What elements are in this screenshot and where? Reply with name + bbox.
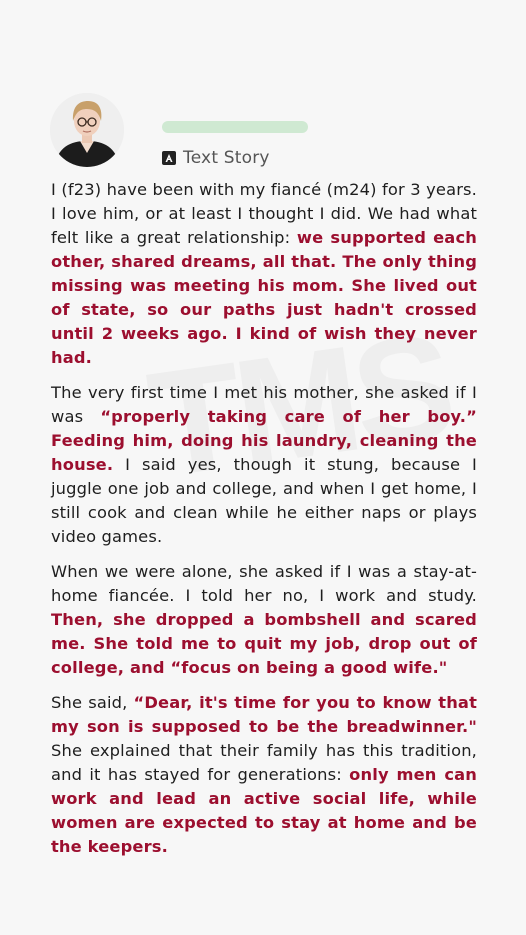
story-paragraph <box>51 178 477 370</box>
text-story-icon <box>162 151 176 165</box>
highlighted-text: “Dear, it's time for you to know that my son is supposed to be the breadwinner." <box>51 693 478 736</box>
body-text: She explained that their family has this tradition, and it has stayed for generations: <box>51 741 477 784</box>
story-paragraph <box>51 691 477 859</box>
body-text: When we were alone, she asked if I was a stay-at-home fiancée. I told her no, I work and study. <box>51 562 477 605</box>
body-text: I said yes, though it stung, because I juggle one job and college, and when I get home, I still cook and clean while he either naps or plays video games. <box>51 455 477 546</box>
story-type-label <box>162 148 270 168</box>
body-text: She said, <box>51 693 134 712</box>
body-text: I (f23) have been with my fiancé (m24) for 3 years. I love him, or at least I thought I did. We had what felt like a great relationship: <box>51 180 477 247</box>
story-paragraph <box>51 560 477 680</box>
story-body <box>51 178 477 870</box>
highlighted-text: Then, she dropped a bombshell and scared me. She told me to quit my job, drop out of college, and “focus on being a good wife." <box>51 610 477 677</box>
story-type-text: Text Story <box>183 148 270 168</box>
avatar-portrait <box>50 93 124 167</box>
author-name[interactable] <box>162 121 308 133</box>
body-text: The very first time I met his mother, she asked if I was <box>51 383 477 426</box>
highlighted-text: “properly taking care of her boy.” Feeding him, doing his laundry, cleaning the house. <box>51 407 477 474</box>
highlighted-text: we supported each other, shared dreams, all that. The only thing missing was meeting his mom. She lived out of state, so our paths just hadn't crossed until 2 weeks ago. I kind of wish they never had. <box>51 228 477 367</box>
highlighted-text: only men can work and lead an active social life, while women are expected to stay at home and be the keepers. <box>51 765 477 856</box>
author-avatar[interactable] <box>50 93 124 167</box>
story-header <box>50 93 490 173</box>
story-paragraph <box>51 381 477 549</box>
